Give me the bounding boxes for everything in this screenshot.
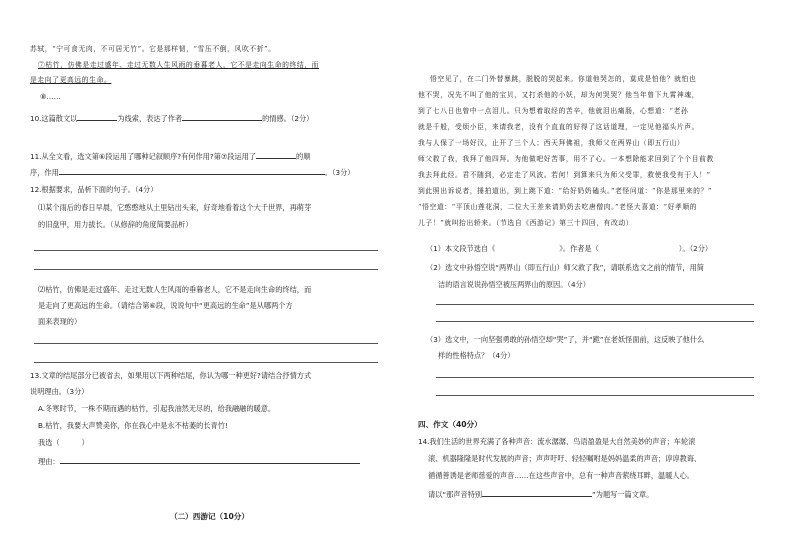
question-12-2: 是走向了更高远的生命。（请结合第⑥段，说说句中“更高远的生命”是从哪两个方 <box>38 301 293 310</box>
option-a: A.冬寒时节，一株不期而遇的枯竹，引起我油然无尽的，给我融融的暖意。 <box>38 404 276 413</box>
question-12-2: 面来表现的） <box>38 317 82 326</box>
answer-line[interactable] <box>34 269 378 270</box>
question-11-cont: 序，作用 。（3分） <box>30 168 355 177</box>
answer-line[interactable] <box>34 362 378 363</box>
question-10: 10.这篇散文以 为线索，表达了作者 的情感。（2分） <box>30 114 314 123</box>
passage-line: ⑦枯竹，仿佛是走过盛年、走过无数人生风雨的垂暮老人，它不是走向生命的终结，而 <box>38 61 320 69</box>
answer-line[interactable] <box>436 304 754 305</box>
essay-title-line: 请以“那声音特别 ”为题写一篇文章。 <box>428 490 654 499</box>
essay-prompt: 滚、机器隆隆是时代发展的声音；声声吁吁、轻轻嘱咐是妈妈温柔的声音；谆谆教诲、 <box>428 454 702 463</box>
choice-line: 我选（ ） <box>38 438 89 447</box>
section-heading: 四、作文（40分） <box>418 420 482 429</box>
question-r2: 洁的语言说说孙悟空被压两界山的原因。（4分） <box>438 280 590 289</box>
section-heading: （二）西游记（10分） <box>170 512 249 521</box>
question-12-2: ⑵枯竹，仿佛是走过盛年、走过无数人生风雨的垂暮老人，它不是走向生命的终结，而 <box>38 285 312 294</box>
passage-line: “悟空道：“平顶山莲花洞，二位大王差来请奶奶去吃唐僧肉。”老怪大喜道：“好孝顺的 <box>418 203 698 211</box>
question-13: 说明理由。（3分） <box>30 387 89 396</box>
passage-line: 师父救了我，我拜了他四拜。为他做吧好苦事，用不了心。一本想除能求回到了个个目前教 <box>418 155 714 163</box>
answer-blank[interactable] <box>256 150 296 159</box>
question-13: 13.文章的结尾部分已被省去，如果用以下两种结尾，你认为哪一种更好?请结合抒情方式 <box>30 371 312 380</box>
answer-line[interactable] <box>436 321 754 322</box>
answer-blank[interactable] <box>77 112 117 121</box>
question-r3: （3）选文中，一向坚强勇敢的孙悟空却“哭”了，并“跪”在老妖怪面前，这反映了他什么 <box>426 335 705 344</box>
title-blank[interactable] <box>482 488 592 497</box>
option-b: B.枯竹，我要大声赞美你，你在我心中是永不枯萎的长青竹! <box>38 421 228 430</box>
question-r3: 样的性格特点？（4分） <box>438 351 515 360</box>
answer-blank[interactable] <box>59 166 325 175</box>
passage-line: 悟空见了，在二门外替暴跳，脱脱的哭起来。你道他哭怎的，莫成是怕他？就怕也 <box>430 75 697 83</box>
passage-line: 我与人保了一场好汉，止开了三个人；西天拜佛祖，我师父在两界山（即五行山） <box>418 139 685 147</box>
question-r1: （1）本文段节选自《 》。作者是（ ）。（2分） <box>426 244 713 253</box>
reason-line: 理由： <box>38 455 360 467</box>
passage-line: 儿子！”就叫抬出轿来。（节选自《西游记》第三十四回，有改动） <box>418 219 634 227</box>
question-r2: （2）选文中孙悟空说“两界山（即五行山）师父救了我”，请联系选文之前的情节，用简 <box>426 263 704 272</box>
passage-line: 是走向了更高远的生命。 <box>30 76 112 84</box>
answer-line[interactable] <box>34 343 378 344</box>
question-11: 11.从全文看，选文第⑥段运用了哪种记叙顺序?有何作用?第⑦段运用了 的顺 <box>30 152 311 161</box>
passage-line: 我去拜此经。君不随到，必定走了风波。若何！到算来只为师父受罪，救使我受有于人！” <box>418 171 711 179</box>
question-12-1: ⑴某个雨后的春日早晨，它憨憨地从土里钻出头来，好奇地看着这个大千世界，再萌芽 <box>38 203 312 212</box>
passage-line: 苏轼，“宁可食无肉，不可居无竹”。它是那样韧，“雪压不倒，风吹不折”。 <box>30 45 276 53</box>
answer-blank[interactable] <box>60 455 360 464</box>
essay-prompt: 14.我们生活的世界充满了各种声音：流水潺潺、鸟语盈盈是大自然美妙的声音；车轮滚 <box>418 437 696 446</box>
passage-line: ⑧…… <box>40 92 61 101</box>
passage-line: 到了七八日也曾中一点泪儿。只为想着取经的苦辛，他就泪出痛肠，心想道：“老孙 <box>418 107 689 115</box>
passage-line: 就是千般，受烦小臣，来请我老，没有个直直的好得了这话道理，一定见他福头片声。 <box>418 123 700 131</box>
answer-blank[interactable] <box>182 112 262 121</box>
passage-line: 到此照出诉说者，捶拍道出，到上跳下道：“给好奶奶磕头。”老怪问道：“你是那里来的？” <box>418 187 712 195</box>
answer-line[interactable] <box>34 250 378 251</box>
answer-line[interactable] <box>436 377 754 378</box>
question-12-1: 的旧盘甲，用力拔长。（从修辞的角度简要品析） <box>38 220 193 229</box>
question-12: 12.根据要求，品析下面的句子。（4分） <box>30 185 158 194</box>
essay-prompt: 循循善诱是老师慈爱的声音……在这些声音中，总有一种声音萦绕耳畔，温暖人心。 <box>428 471 694 480</box>
passage-line: 他不哭，况先不叫了他的宝贝，又打杀他的小妖，却为何哭哭？他当年曾下九霄神魂， <box>418 91 700 99</box>
answer-line[interactable] <box>436 395 754 396</box>
